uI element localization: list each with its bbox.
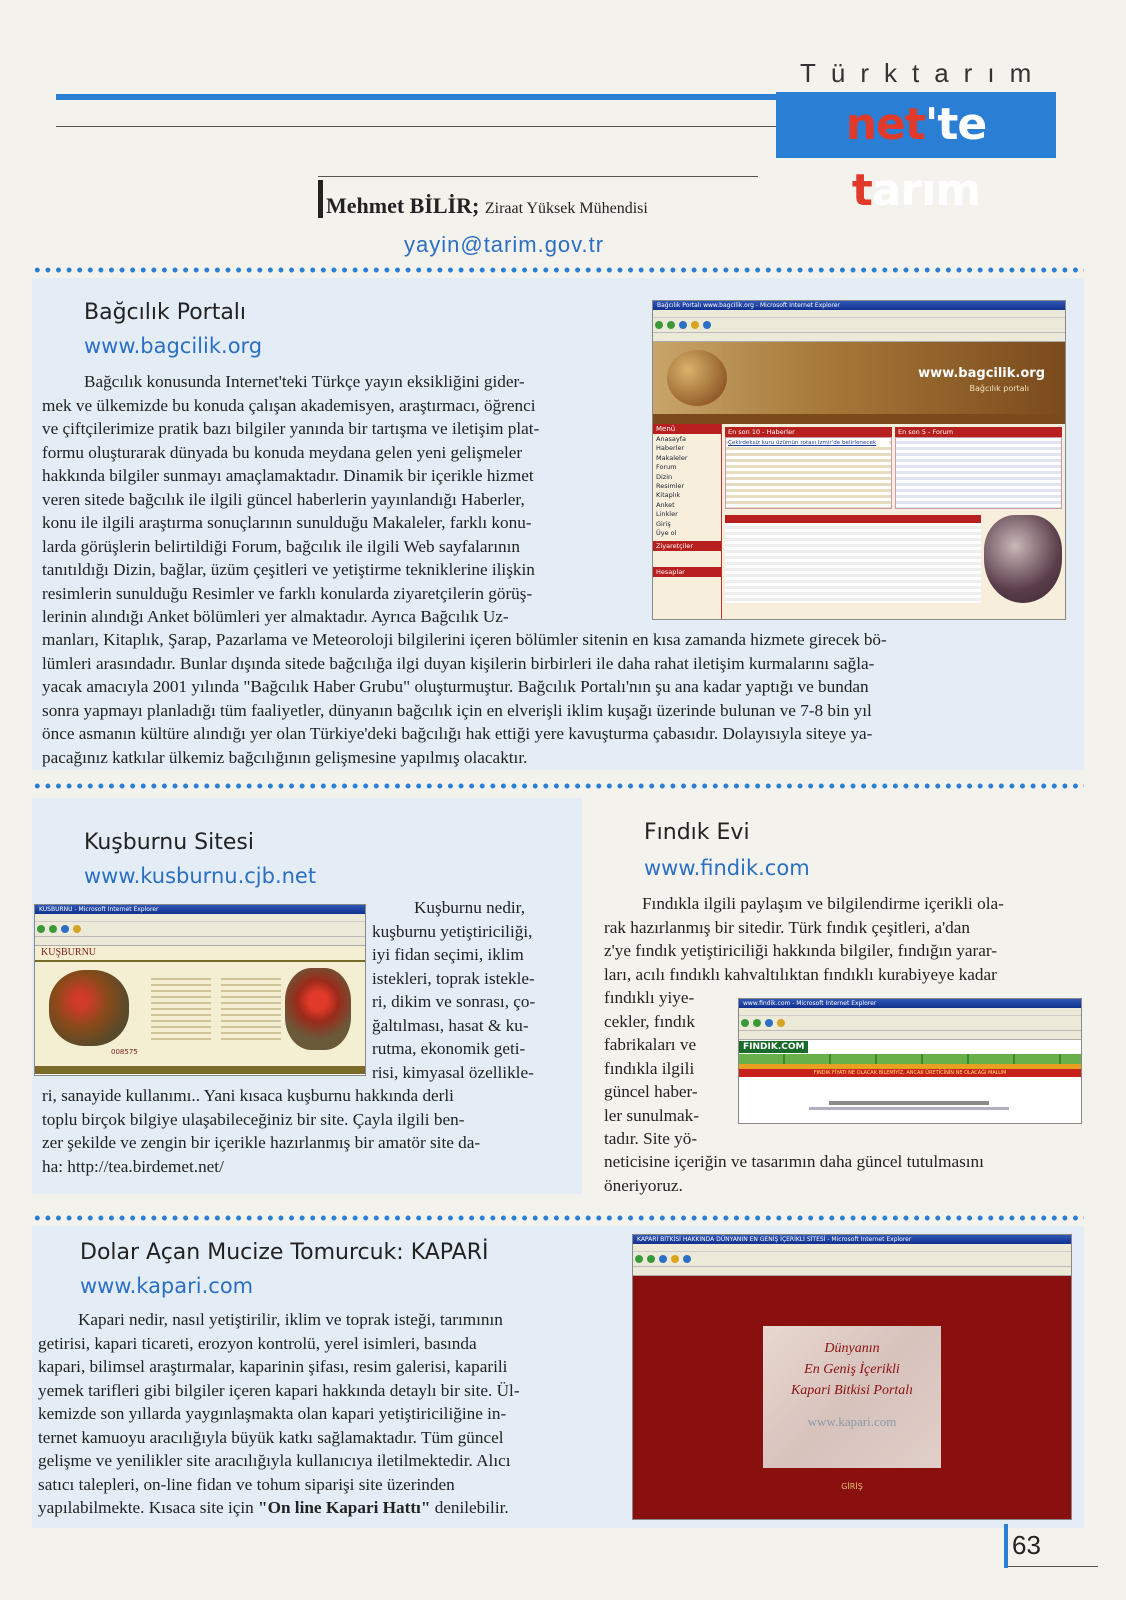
text-line: ha: http://tea.birdemet.net/ — [42, 1156, 224, 1176]
mail-icon — [703, 321, 711, 329]
text-line: kapari, bilimsel araştırmalar, kaparinin şifası, resim galerisi, kaparili — [38, 1357, 508, 1376]
site-menu-item[interactable]: Giriş — [656, 519, 671, 528]
forward-icon — [49, 925, 57, 933]
news-head: En son 10 - Haberler — [725, 427, 892, 437]
kapari-text — [38, 1308, 618, 1520]
text-line: Bağcılık konusunda Internet'teki Türkçe yayın eksikliğini gider- — [84, 372, 525, 391]
section-title-box — [776, 92, 1056, 216]
text-line: gelişme ve yenilikler site aracılığıyla kullanıcıya iletilmektedir. Alıcı — [38, 1451, 511, 1470]
forum-list — [895, 437, 1062, 509]
text-line: toplu birçok bilgiye ulaşabileceğiniz bir site. Çayla ilgili ben- — [42, 1109, 465, 1129]
findik-nav — [739, 1054, 1081, 1064]
text-line: kuşburnu yetiştiriciliği, — [372, 921, 533, 941]
author-email: yayin@tarim.gov.tr — [404, 232, 605, 257]
author-bar — [318, 180, 323, 218]
ie-menubar — [653, 310, 1065, 318]
author-rule — [318, 176, 758, 177]
findik-title: Fındık Evi — [644, 820, 750, 845]
ie-menubar — [35, 914, 365, 922]
kapari-slogan-line: Kapari Bitkisi Portalı — [790, 1383, 914, 1398]
text-line: mek ve ülkemizde bu konuda çalışan akademisyen, araştırmacı, öğrenci — [42, 395, 536, 415]
findik-text-side — [604, 986, 730, 1151]
ie-menubar — [739, 1008, 1081, 1016]
text-line: satıcı talepleri, on-line fidan ve tohum siparişi site üzerinden — [38, 1474, 455, 1494]
ie-titlebar: www.findik.com - Microsoft Internet Explorer — [739, 999, 1081, 1008]
favorites-icon — [73, 925, 81, 933]
text-line: fındıkla ilgili — [604, 1058, 695, 1078]
bagcilik-screenshot — [652, 300, 1066, 620]
rosehip-image-right — [285, 968, 351, 1050]
ie-toolbar — [739, 1016, 1081, 1031]
bagcilik-banner — [653, 342, 1065, 414]
ie-titlebar: KAPARİ BİTKİSİ HAKKINDA DÜNYANIN EN GENİŞ İÇERİKLİ SİTESİ - Microsoft Internet Explorer — [633, 1235, 1071, 1244]
site-menu-list — [653, 434, 721, 539]
text-line: yemek tarifleri gibi bilgiler içeren kapari hakkında detaylı bir site. Ül- — [38, 1380, 520, 1400]
banner-title: www.bagcilik.org — [918, 366, 1045, 381]
featured-article — [725, 523, 981, 603]
text-line: z'ye fındık yetiştiriciliği hakkında bilgiler, fındığın yarar- — [604, 941, 997, 960]
ie-addressbar — [739, 1031, 1081, 1040]
text-line: ri, dikim ve sonrası, ço- — [372, 992, 536, 1011]
header-thin-rule — [56, 126, 776, 127]
text-line: yacak amacıyla 2001 yılında "Bağcılık Haber Grubu" oluşturmuştur. Bağcılık Portalı'nın şu ana kadar yaptığı ve bundan — [42, 677, 869, 696]
back-icon — [655, 321, 663, 329]
site-menu-item[interactable]: Forum — [656, 463, 677, 472]
text-line: iyi fidan seçimi, iklim — [372, 945, 524, 964]
text-line: güncel haber- — [604, 1082, 698, 1101]
findik-url: www.findik.com — [644, 856, 810, 880]
text-line: cekler, fındık — [604, 1011, 695, 1031]
ie-titlebar: KUSBURNU - Microsoft Internet Explorer — [35, 905, 365, 914]
home-icon — [679, 321, 687, 329]
ie-addressbar — [35, 937, 365, 946]
text-line: lümleri arasındadır. Bunlar dışında sitede bağcılığa ilgi duyan kişilerin birbirleri ile daha rahat iletişim kurmalarını sağla- — [42, 653, 875, 673]
text-line: tadır. Site yö- — [604, 1129, 698, 1148]
text-line: zer şekilde ve zengin bir içerikle hazırlanmış bir amatör site da- — [42, 1133, 481, 1152]
text-line: larda görüşlerin belirtildiği Forum, bağcılık ile ilgili Web sayfalarının — [42, 536, 521, 556]
kapari-slogan-line: Dünyanın — [824, 1341, 880, 1356]
grapes-icon — [667, 350, 727, 406]
text-line: getirisi, kapari ticareti, erozyon kontrolü, yerel isimleri, basında — [38, 1333, 477, 1353]
dot-divider — [32, 1214, 1084, 1222]
bagcilik-text — [42, 370, 642, 629]
grape-bunch-image — [984, 515, 1062, 603]
text-line: konu ile ilgili araştırma sonuçlarının sunulduğu Makaleler, farklı konu- — [42, 513, 532, 532]
mail-icon — [683, 1255, 691, 1263]
section-title-part-3: t — [851, 165, 872, 216]
text-line: kemizde son yıllarda yaygınlaşmakta olan kapari yetiştiriciliğine in- — [38, 1404, 507, 1423]
link-list-2 — [221, 974, 281, 1040]
home-icon — [659, 1255, 667, 1263]
text-line: Kapari nedir, nasıl yetiştirilir, iklim ve toprak isteği, tarımının — [78, 1310, 503, 1329]
text-line: Fındıkla ilgili paylaşım ve bilgilendirme içerikli ola- — [642, 894, 1004, 913]
text-line: tanıtıldığı Dizin, bağlar, üzüm çeşitleri ve yetiştirme tekniklerine ilişkin — [42, 560, 535, 579]
favorites-icon — [671, 1255, 679, 1263]
text-line: fındıklı yiye- — [604, 988, 695, 1007]
text-line: hakkında bilgiler sunmayı amaçlamaktadır. Dinamik bir içerikle hizmet — [42, 466, 534, 485]
bagcilik-url: www.bagcilik.org — [84, 334, 263, 358]
author-byline — [326, 193, 648, 219]
site-menu-item[interactable]: Anasayfa — [656, 435, 687, 443]
site-menu-item[interactable]: Kitaplık — [656, 491, 681, 500]
back-icon — [37, 925, 45, 933]
ie-toolbar — [633, 1252, 1071, 1267]
text-span: denilebilir. — [430, 1498, 509, 1517]
link-list-1 — [151, 974, 211, 1040]
kusburnu-site-body — [35, 962, 365, 1066]
text-line: önce asmanın kültüre alındığı yer olan Türkiye'deki bağcılığı hak ettiği yere kavuşturma çabasıdır. Dolayısıyla siteye ya- — [42, 724, 873, 743]
text-line: neticisine içeriğin ve tasarımın daha güncel tutulmasını — [604, 1152, 984, 1171]
favorites-icon — [777, 1019, 785, 1027]
site-menu-item[interactable]: Linkler — [656, 510, 678, 519]
bagcilik-site-body — [653, 424, 1065, 620]
site-content — [722, 424, 1065, 620]
author-title: Ziraat Yüksek Mühendisi — [484, 200, 648, 217]
kapari-screenshot — [632, 1234, 1072, 1520]
author-name: Mehmet BİLİR; — [326, 193, 480, 218]
kusburnu-url: www.kusburnu.cjb.net — [84, 864, 317, 888]
text-line-last — [38, 1496, 618, 1520]
news-list — [725, 437, 892, 509]
kapari-site-body — [633, 1276, 1071, 1520]
text-line: rak hazırlanmış bir sitedir. Türk fındık çeşitleri, a'dan — [604, 917, 970, 937]
kapari-url: www.kapari.com — [80, 1274, 254, 1298]
ie-menubar — [633, 1244, 1071, 1252]
favorites-icon — [691, 321, 699, 329]
ie-toolbar — [35, 922, 365, 937]
forum-box — [895, 427, 1062, 509]
accounts-head: Hesaplar — [653, 567, 721, 577]
kapari-slogan-box — [763, 1326, 941, 1468]
back-icon — [741, 1019, 749, 1027]
text-span: yapılabilmekte. Kısaca site için — [38, 1498, 259, 1517]
visitor-counter: 008575 — [111, 1048, 138, 1056]
header-blue-rule — [56, 94, 776, 100]
news-box — [725, 427, 892, 509]
text-line: ğaltılması, hasat & ku- — [372, 1015, 529, 1035]
kusburnu-text-side — [372, 896, 572, 1084]
text-line: ri, sanayide kullanımı.. Yani kısaca kuşburnu hakkında derli — [42, 1086, 454, 1105]
text-span-bold: "On line Kapari Hattı" — [258, 1498, 431, 1517]
site-menu-item[interactable]: Resimler — [656, 482, 685, 491]
kapari-enter-link[interactable]: GİRİŞ — [841, 1482, 863, 1491]
kusburnu-screenshot — [34, 904, 366, 1076]
home-icon — [765, 1019, 773, 1027]
back-icon — [635, 1255, 643, 1263]
text-line: ler sunulmak- — [604, 1105, 699, 1125]
magazine-name: Türktarım — [800, 58, 1047, 88]
kusburnu-site-title: KUŞBURNU — [35, 946, 365, 962]
dot-divider — [32, 266, 1084, 274]
text-line: ve çiftçilerimize pratik bazı bilgiler yanında bir tartışma ve iletişim plat- — [42, 419, 540, 438]
page-number: 63 — [1012, 1530, 1041, 1560]
kapari-slogan-line: En Geniş İçerikli — [804, 1362, 900, 1377]
findik-ticker: FINDIK FİYATI NE OLACAK BİLEMİYİZ, ANCAK ÜRETİCİNİN NE OLACAĞI MALUM — [739, 1069, 1081, 1077]
forward-icon — [647, 1255, 655, 1263]
bagcilik-title: Bağcılık Portalı — [84, 300, 247, 325]
section-title-part-1: net — [845, 99, 925, 150]
site-menu-item[interactable]: Üye ol — [656, 529, 677, 538]
text-line: rutma, ekonomik geti- — [372, 1039, 526, 1058]
kusburnu-title: Kuşburnu Sitesi — [84, 830, 254, 855]
findik-text-top — [604, 892, 1080, 986]
forum-head: En son 5 - Forum — [895, 427, 1062, 437]
findik-logo: FINDIK.COM — [739, 1041, 808, 1053]
findik-screenshot — [738, 998, 1082, 1124]
site-menu-item[interactable]: Dizin — [656, 472, 673, 481]
text-line: öneriyoruz. — [604, 1175, 683, 1195]
page-number-rule — [1008, 1566, 1098, 1567]
site-menu-head: Menü — [653, 424, 721, 434]
text-line: manları, Kitaplık, Şarap, Pazarlama ve Meteoroloji bilgilerini içeren bölümler sitenin en kısa zamanda hizmete girecek bö- — [42, 630, 887, 649]
text-line: istekleri, toprak istekle- — [372, 968, 535, 988]
site-menu — [653, 424, 722, 620]
text-line: lerinin alındığı Anket bölümleri yer almaktadır. Ayrıca Bağcılık Uz- — [42, 607, 509, 626]
text-line: ternet kamuoyu aracılığıyla büyük katkı sağlamaktadır. Tüm güncel — [38, 1427, 504, 1447]
site-menu-item[interactable]: Haberler — [656, 444, 685, 453]
site-menu-item[interactable]: Anket — [656, 500, 675, 509]
kapari-title: Dolar Açan Mucize Tomurcuk: KAPARİ — [80, 1240, 489, 1265]
forward-icon — [753, 1019, 761, 1027]
text-line: Kuşburnu nedir, — [414, 898, 526, 917]
text-line: resimlerin sunulduğu Resimler ve farklı konularda ziyaretçilerin görüş- — [42, 583, 533, 603]
visitors-head: Ziyaretçiler — [653, 541, 721, 551]
ie-toolbar — [653, 318, 1065, 333]
news-headline[interactable]: Çekirdeksiz kuru üzümün rotası İzmir'de belirlenecek — [728, 440, 889, 446]
forward-icon — [667, 321, 675, 329]
ie-titlebar: Bağcılık Portalı www.bagcilik.org - Microsoft Internet Explorer — [653, 301, 1065, 310]
ie-addressbar — [633, 1267, 1071, 1276]
home-icon — [61, 925, 69, 933]
ie-addressbar — [653, 333, 1065, 342]
site-menu-item[interactable]: Makaleler — [656, 453, 688, 462]
rosehip-image-left — [49, 970, 129, 1046]
text-line: sonra yapmayı planladığı tüm faaliyetler, dünyanın bağcılık için en elverişli iklim kuşağı üzerinde bulunan ve 7-8 bin yıl — [42, 700, 872, 720]
text-line: risi, kimyasal özellikle- — [372, 1062, 534, 1082]
kapari-site-url: www.kapari.com — [807, 1414, 897, 1429]
text-line: formu oluşturarak dünyada bu konuda meydana gelen yeni gelişmeler — [42, 442, 523, 462]
text-line: ları, acılı fındıklı kahvaltılıktan fındıklı kurabiyeye kadar — [604, 964, 997, 984]
text-line: veren sitede bağcılık ile ilgili güncel haberlerin yayınlandığı Haberler, — [42, 489, 525, 509]
page-number-bar — [1004, 1524, 1008, 1568]
bagcilik-text-full — [42, 628, 1066, 769]
text-line: pacağınız katkılar ülkemiz bağcılığının gelişmesine yapılmış olacaktır. — [42, 747, 528, 767]
findik-text-full — [604, 1150, 1080, 1197]
kusburnu-text-full — [42, 1084, 572, 1178]
banner-subtitle: Bağcılık portalı — [969, 384, 1029, 393]
text-line: fabrikaları ve — [604, 1035, 697, 1054]
dot-divider — [32, 782, 1084, 790]
section-title-part-4: arım — [871, 165, 981, 216]
section-title-part-2: 'te — [924, 99, 987, 150]
